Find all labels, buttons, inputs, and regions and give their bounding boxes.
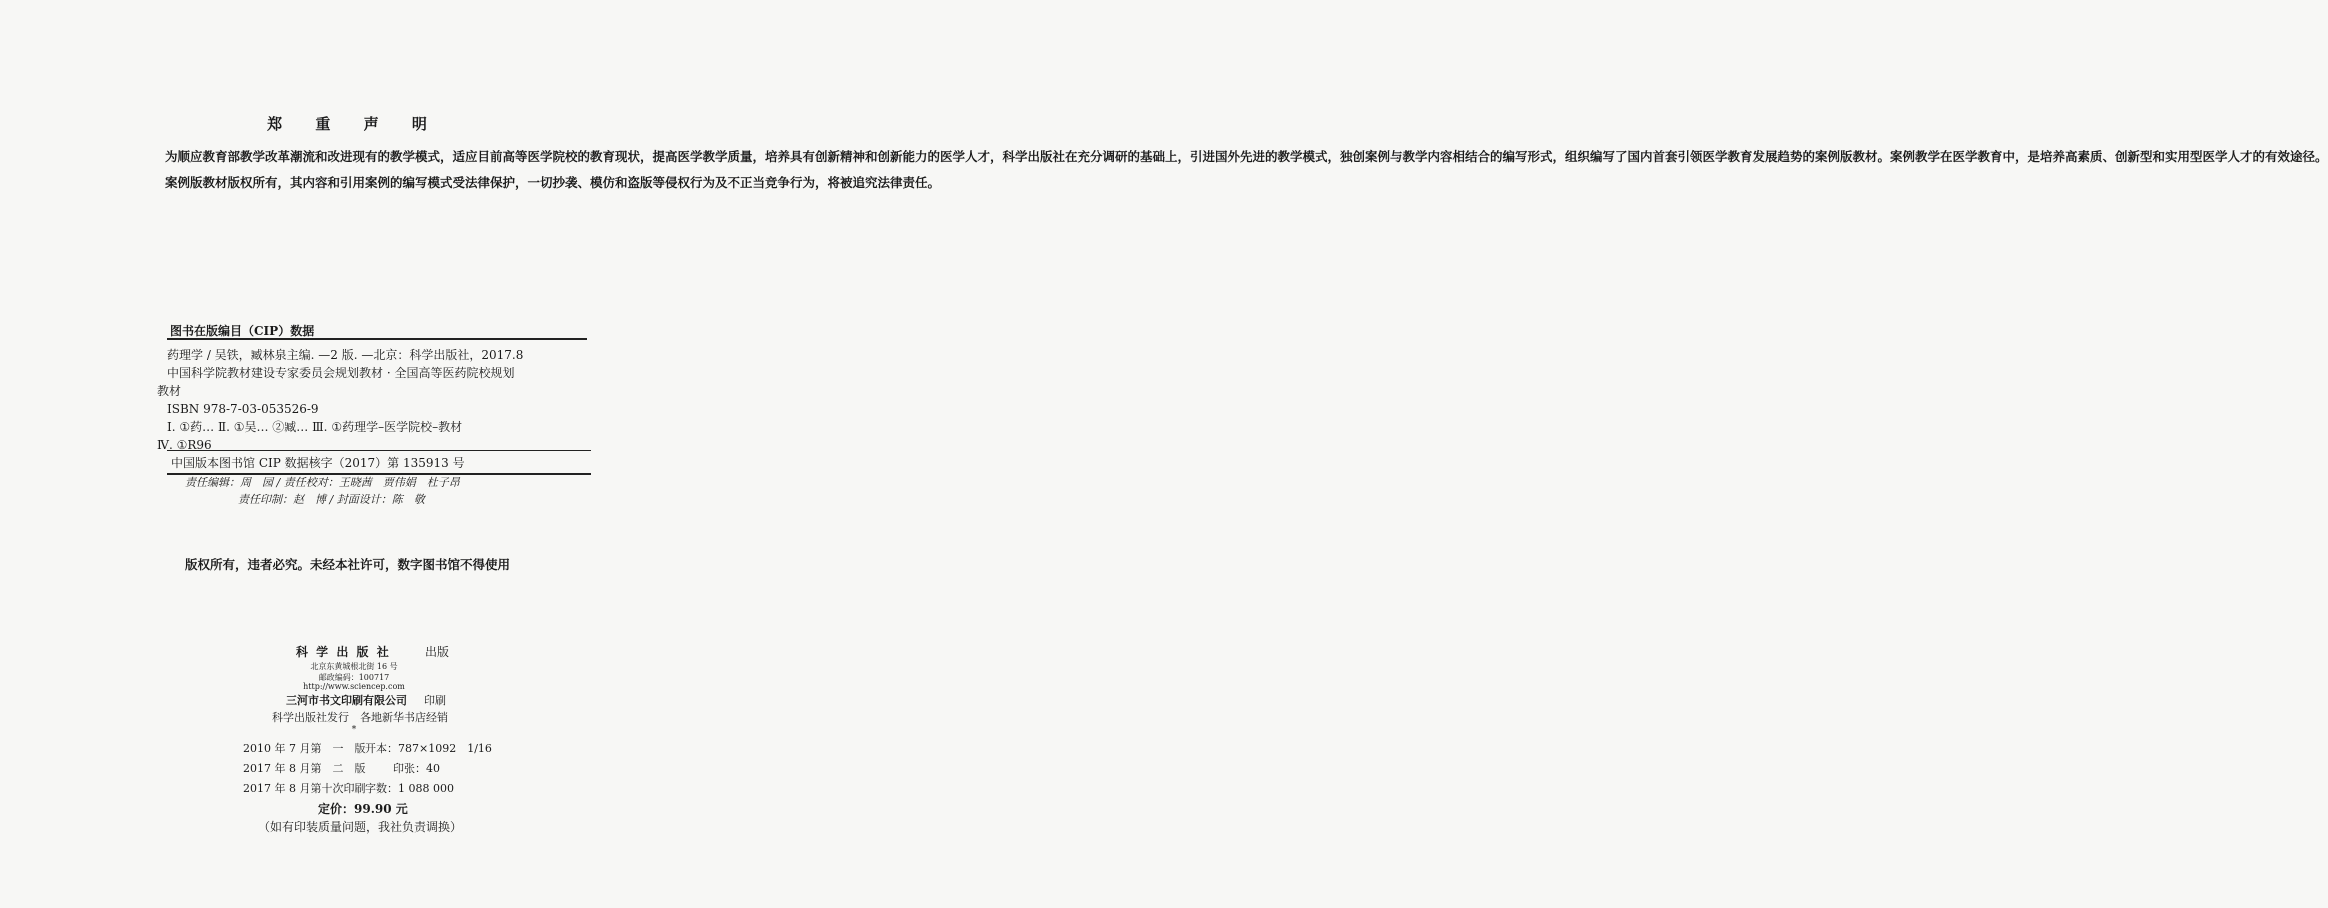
- production-credits: 责任印制：赵 博 / 封面设计：陈 敬: [238, 493, 425, 506]
- cip-line: 药理学 / 吴铁，臧林泉主编. —2 版. —北京：科学出版社，2017.8: [167, 348, 524, 362]
- statement-paragraph-1: 为顺应教育部教学改革潮流和改进现有的教学模式，适应目前高等医学院校的教育现状，提高医学教学质量，培养具有创新精神和创新能力的医学人才，科学出版社在充分调研的基础上，引进国外先进的教学模式，独创案例与教学内容相结合的编写形式，组织编写了国内首套引领医学教育发展趋势的案例版教材。案例教学在医学教育中，是培养高素质、创新型和实用型医学人才的有效途径。: [165, 149, 2328, 164]
- publisher-action: 出版: [425, 645, 450, 659]
- statement-paragraph-2: 案例版教材版权所有，其内容和引用案例的编写模式受法律保护，一切抄袭、模仿和盗版等侵权行为及不正当竞争行为，将被追究法律责任。: [165, 175, 941, 190]
- cip-line: 中国科学院教材建设专家委员会规划教材 · 全国高等医药院校规划: [167, 366, 515, 380]
- distribution-line: 科学出版社发行 各地新华书店经销: [272, 711, 448, 724]
- print-sheets: 印张：40: [393, 762, 440, 775]
- page-title: 郑 重 声 明: [267, 115, 441, 133]
- book-format: 开本：787×1092 1/16: [365, 742, 492, 755]
- cip-line: ISBN 978-7-03-053526-9: [167, 402, 319, 416]
- word-count: 字数：1 088 000: [365, 782, 454, 795]
- print-run: 2017 年 8 月第十次印刷: [243, 782, 366, 795]
- printer-name: 三河市书文印刷有限公司: [286, 694, 407, 707]
- separator-mark: *: [351, 725, 357, 735]
- publisher-address: 北京东黄城根北街 16 号: [310, 662, 398, 671]
- quality-notice: （如有印装质量问题，我社负责调换）: [258, 820, 463, 834]
- publisher-postcode: 邮政编码：100717: [318, 673, 390, 682]
- cip-line: Ⅳ. ①R96: [157, 438, 212, 452]
- rights-notice: 版权所有，违者必究。未经本社许可，数字图书馆不得使用: [185, 557, 511, 572]
- first-edition: 2010 年 7 月第 一 版: [243, 742, 366, 755]
- cip-line: 教材: [157, 384, 182, 398]
- editor-credits: 责任编辑：周 园 / 责任校对：王晓茜 贾伟娟 杜子昂: [185, 476, 460, 489]
- cip-heading: 图书在版编目（CIP）数据: [170, 324, 315, 338]
- cip-data-number: 中国版本图书馆 CIP 数据核字（2017）第 135913 号: [167, 450, 591, 475]
- second-edition: 2017 年 8 月第 二 版: [243, 762, 366, 775]
- publisher-url: http://www.sciencep.com: [303, 682, 405, 691]
- cip-record: [157, 338, 587, 454]
- declaration-statement: [140, 146, 2328, 193]
- printer-action: 印刷: [424, 694, 446, 707]
- publisher-name: 科 学 出 版 社: [296, 645, 391, 659]
- cip-line: Ⅰ. ①药… Ⅱ. ①吴… ②臧… Ⅲ. ①药理学–医学院校–教材: [167, 420, 463, 434]
- price: 定价：99.90 元: [318, 802, 408, 816]
